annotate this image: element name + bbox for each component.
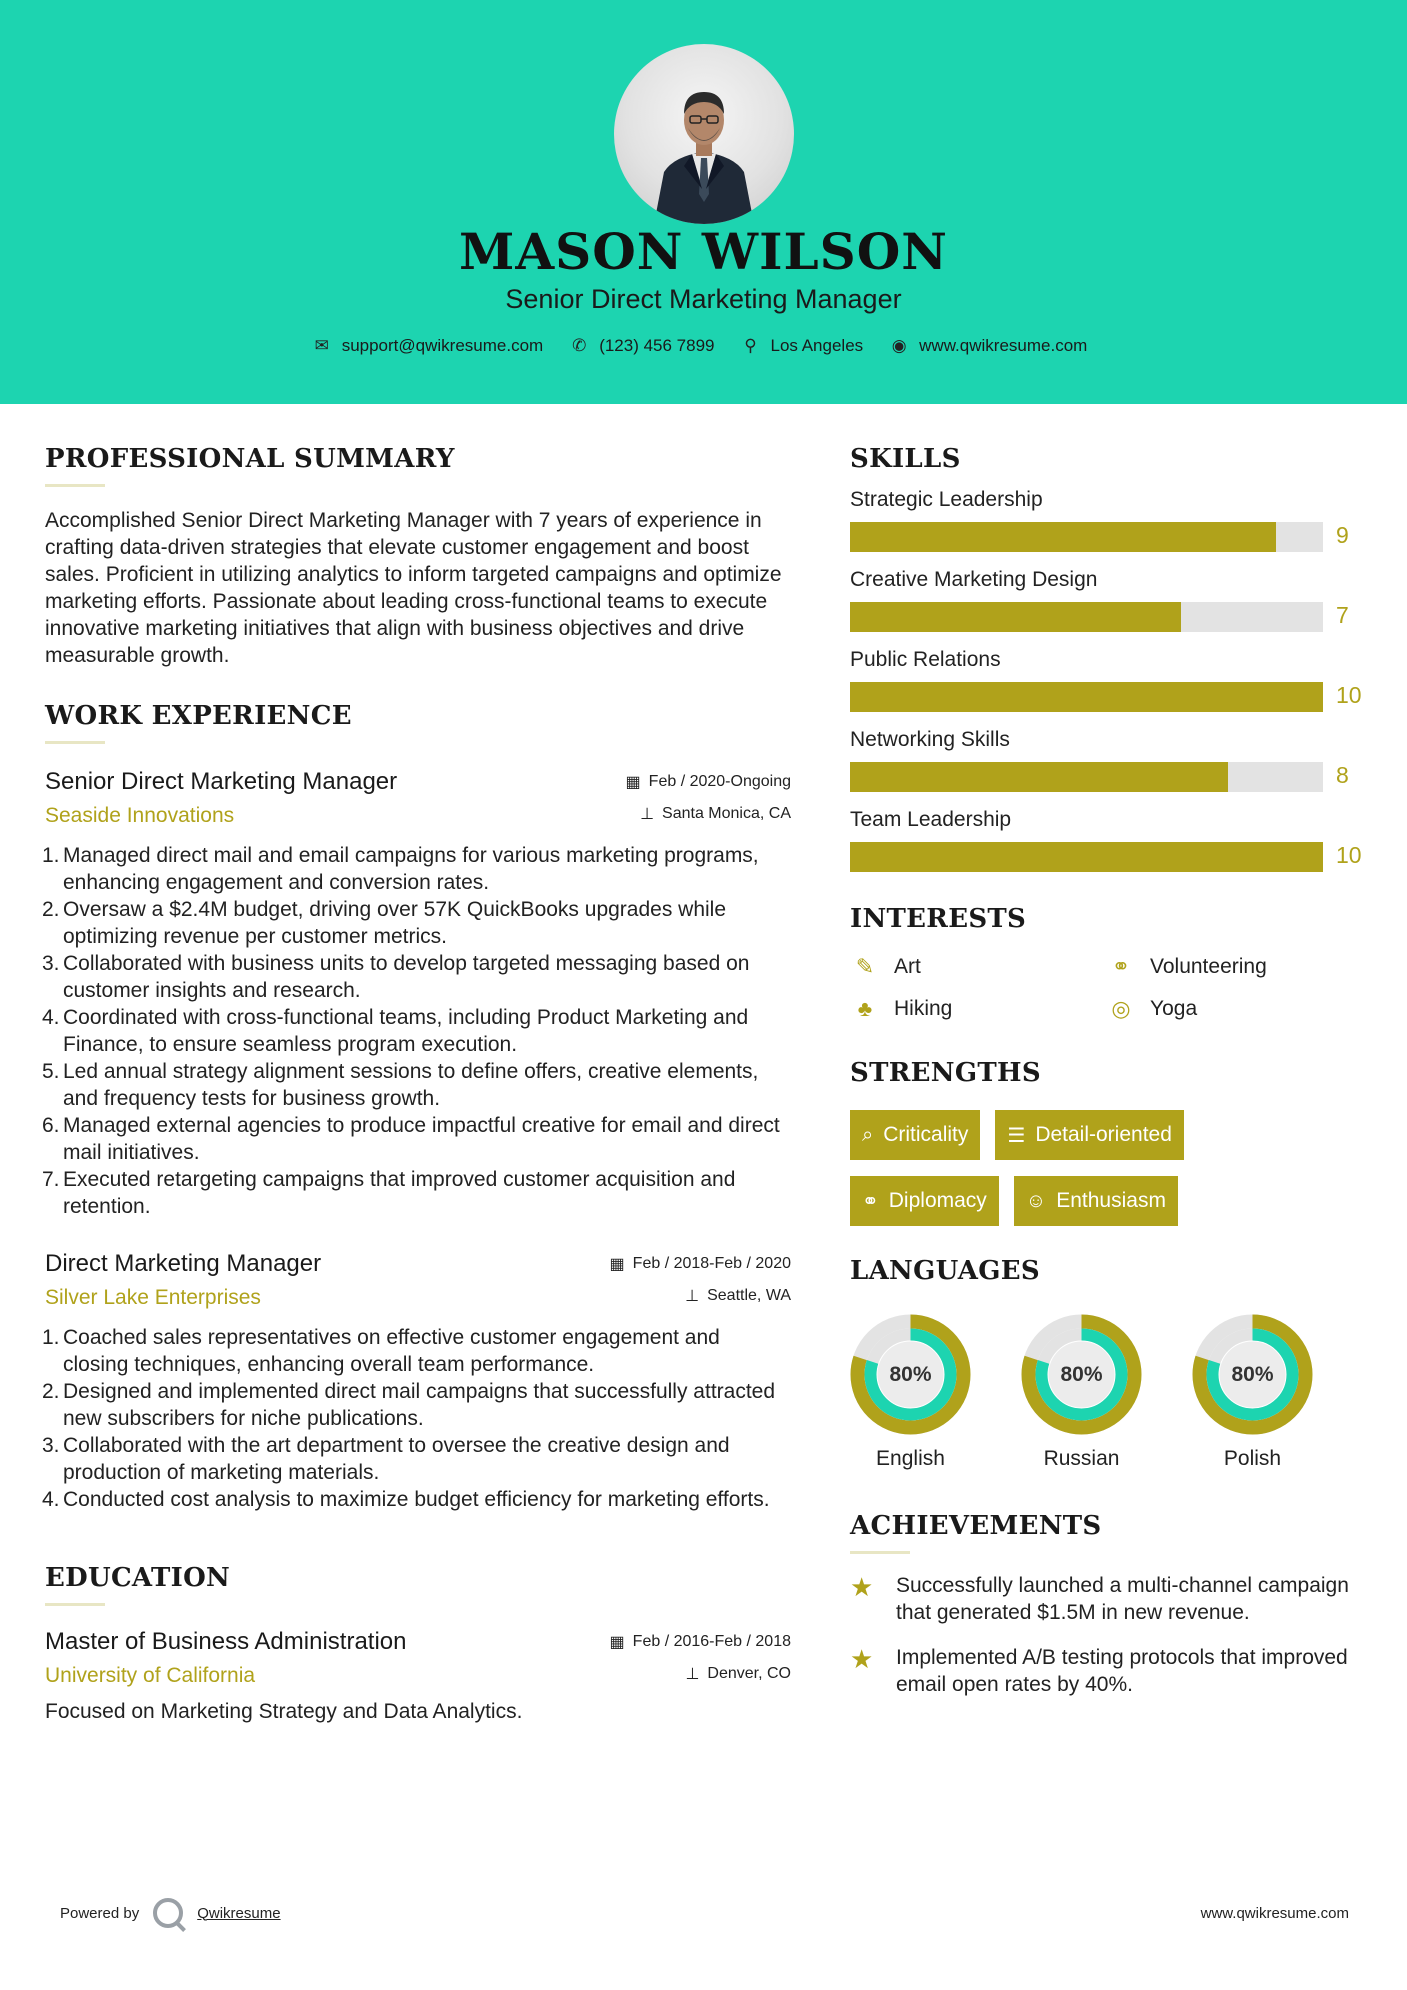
handshake-icon: ⚭ — [862, 1190, 879, 1213]
summary-text: Accomplished Senior Direct Marketing Manager with 7 years of experience in crafting data-driven strategies that elevate customer engagement and boost sales. Proficient in utilizing analytics to inform targeted campaigns and optimize marketing efforts. Passionate about leading cross-functional teams to execute innovative marketing initiatives that align with business objectives and drive measurable growth. — [45, 509, 782, 667]
list-icon: ☰ — [1007, 1124, 1026, 1147]
skill-track — [850, 762, 1323, 792]
skill-fill — [850, 522, 1276, 552]
list-item: 7. Executed retargeting campaigns that improved customer acquisition and retention. — [42, 1168, 736, 1218]
candidate-name: MASON WILSON — [459, 222, 948, 281]
candidate-role: Senior Direct Marketing Manager — [505, 284, 902, 314]
achievement-text: Implemented A/B testing protocols that improved email open rates by 40%. — [896, 1646, 1348, 1696]
interest-label: Art — [894, 955, 921, 978]
job-date — [610, 1254, 791, 1274]
profile-photo — [614, 44, 794, 224]
skills-list — [850, 488, 1362, 874]
section-title: WORK EXPERIENCE — [45, 701, 352, 731]
education-location — [685, 1664, 791, 1684]
qwikresume-logo-icon — [153, 1898, 183, 1928]
job-header — [45, 1250, 791, 1312]
strength-label: Detail-oriented — [1035, 1123, 1172, 1146]
skill-fill — [850, 682, 1323, 712]
contact-email[interactable] — [312, 336, 544, 356]
right-column — [850, 444, 1362, 1698]
lifebuoy-icon: ◎ — [1111, 996, 1131, 1021]
skill-score: 10 — [1336, 682, 1362, 708]
language-item — [1021, 1314, 1142, 1471]
tree-icon: ♣ — [857, 996, 873, 1021]
languages-section — [850, 1256, 1362, 1471]
location-text: Los Angeles — [770, 336, 864, 355]
language-item — [1192, 1314, 1313, 1471]
star-icon: ★ — [850, 1644, 874, 1674]
skill-item — [850, 728, 1362, 794]
section-title: PROFESSIONAL SUMMARY — [45, 444, 455, 474]
education-header — [45, 1628, 791, 1690]
star-icon: ★ — [850, 1572, 874, 1602]
list-item: 1. Managed direct mail and email campaigns for various marketing programs, enhancing engagement and conversion rates. — [42, 844, 759, 894]
envelope-icon: ✉ — [314, 336, 329, 355]
job-location — [685, 1286, 791, 1306]
skill-item — [850, 648, 1362, 714]
interests-grid — [850, 954, 1362, 1022]
strength-label: Criticality — [883, 1123, 969, 1146]
strengths-section — [850, 1058, 1362, 1226]
achievement-item — [850, 1572, 1362, 1626]
calendar-icon: ▦ — [609, 1256, 625, 1273]
education-description: Focused on Marketing Strategy and Data Analytics. — [45, 1700, 523, 1723]
skill-track — [850, 602, 1323, 632]
work-section — [42, 701, 791, 1513]
language-name: Polish — [1223, 1447, 1282, 1470]
section-divider — [45, 1603, 105, 1606]
smile-icon: ☺ — [1025, 1189, 1047, 1212]
list-item: 4. Coordinated with cross-functional teams, including Product Marketing and Finance, to ensure seamless program execution. — [42, 1006, 749, 1056]
skills-section — [850, 444, 1362, 874]
interest-label: Volunteering — [1150, 955, 1267, 978]
job-company: Silver Lake Enterprises — [45, 1286, 261, 1309]
contact-phone[interactable] — [569, 336, 714, 356]
contact-bar — [0, 336, 1407, 356]
skill-fill — [850, 842, 1323, 872]
job-entry — [42, 768, 791, 1220]
list-item: 3. Collaborated with business units to develop targeted messaging based on customer insights and research. — [42, 952, 750, 1002]
job-title: Senior Direct Marketing Manager — [45, 768, 398, 795]
strength-badge — [1014, 1176, 1178, 1226]
interest-label: Hiking — [894, 997, 953, 1020]
map-pin-icon: ⚲ — [744, 336, 757, 355]
language-name: English — [876, 1447, 945, 1470]
website-text: www.qwikresume.com — [919, 336, 1088, 355]
skill-item — [850, 488, 1362, 554]
language-percent: 80% — [889, 1362, 932, 1386]
section-title: ACHIEVEMENTS — [850, 1511, 1102, 1541]
list-item: 3. Collaborated with the art department to oversee the creative design and production of marketing materials. — [42, 1434, 730, 1484]
degree-title: Master of Business Administration — [45, 1628, 407, 1655]
section-title: SKILLS — [850, 444, 961, 474]
language-name: Russian — [1043, 1447, 1120, 1470]
skill-label: Networking Skills — [850, 728, 1010, 751]
skill-bar — [850, 842, 1362, 874]
section-title: LANGUAGES — [850, 1256, 1040, 1286]
interest-label: Yoga — [1150, 997, 1198, 1020]
language-percent: 80% — [1060, 1362, 1103, 1386]
job-bullets — [42, 842, 791, 1220]
skill-fill — [850, 762, 1228, 792]
list-item: 2. Oversaw a $2.4M budget, driving over 57K QuickBooks upgrades while optimizing revenue per customer metrics. — [42, 898, 727, 948]
globe-icon: ◉ — [891, 336, 907, 355]
achievement-text: Successfully launched a multi-channel campaign that generated $1.5M in new revenue. — [896, 1574, 1349, 1624]
strength-badge — [850, 1176, 999, 1226]
section-divider — [45, 741, 105, 744]
job-location — [640, 804, 791, 824]
skill-label: Strategic Leadership — [850, 488, 1043, 511]
job-company: Seaside Innovations — [45, 804, 235, 827]
skill-item — [850, 808, 1362, 874]
skill-score: 7 — [1336, 602, 1349, 628]
skill-label: Creative Marketing Design — [850, 568, 1098, 591]
education-location-text: Denver, CO — [707, 1665, 791, 1682]
powered-by-text: Powered by — [60, 1904, 140, 1922]
interest-item — [850, 996, 1106, 1022]
paintbrush-icon: ✎ — [855, 954, 875, 979]
pushpin-icon: ⊥ — [640, 806, 655, 823]
skill-score: 8 — [1336, 762, 1349, 788]
skill-label: Public Relations — [850, 648, 1001, 671]
strength-badge — [850, 1110, 980, 1160]
job-title: Direct Marketing Manager — [45, 1250, 322, 1277]
job-date-text: Feb / 2020-Ongoing — [648, 773, 791, 790]
calendar-icon: ▦ — [625, 774, 641, 791]
pushpin-icon: ⊥ — [685, 1666, 700, 1683]
languages-list — [850, 1314, 1362, 1471]
contact-website[interactable] — [889, 336, 1087, 356]
email-text: support@qwikresume.com — [341, 336, 544, 355]
strengths-list — [850, 1110, 1270, 1226]
skill-label: Team Leadership — [850, 808, 1012, 831]
achievements-section — [850, 1511, 1362, 1698]
skill-track — [850, 522, 1323, 552]
calendar-icon: ▦ — [609, 1634, 625, 1651]
education-date — [610, 1632, 791, 1652]
list-item: 5. Led annual strategy alignment sessions to define offers, creative elements, and frequency tests for business growth. — [42, 1060, 759, 1110]
interest-item — [850, 954, 1106, 980]
language-donut — [1192, 1314, 1313, 1435]
search-icon: ⌕ — [862, 1123, 874, 1146]
left-column — [42, 444, 791, 1724]
pushpin-icon: ⊥ — [685, 1288, 700, 1305]
section-title: STRENGTHS — [850, 1058, 1041, 1088]
skill-score: 9 — [1336, 522, 1349, 548]
job-header — [45, 768, 791, 830]
job-entry — [42, 1250, 791, 1513]
phone-icon: ✆ — [572, 336, 587, 355]
section-divider — [45, 484, 105, 487]
handshake-icon: ⚭ — [1111, 954, 1131, 979]
interest-item — [1106, 954, 1362, 980]
list-item: 4. Conducted cost analysis to maximize budget efficiency for marketing efforts. — [42, 1488, 770, 1511]
language-donut — [850, 1314, 971, 1435]
summary-section — [45, 444, 791, 669]
job-bullets — [42, 1324, 791, 1513]
footer-branding — [60, 1898, 281, 1928]
education-section — [45, 1563, 791, 1724]
header-banner — [0, 0, 1407, 404]
skill-fill — [850, 602, 1181, 632]
skill-track — [850, 842, 1323, 872]
strength-label: Enthusiasm — [1056, 1189, 1166, 1212]
skill-item — [850, 568, 1362, 634]
job-date-text: Feb / 2018-Feb / 2020 — [632, 1255, 791, 1272]
person-portrait-icon — [614, 44, 794, 224]
skill-bar — [850, 762, 1362, 794]
job-location-text: Santa Monica, CA — [662, 805, 791, 822]
interests-section — [850, 904, 1362, 1022]
interest-item — [1106, 996, 1362, 1022]
school-name: University of California — [45, 1664, 256, 1687]
skill-score: 10 — [1336, 842, 1362, 868]
list-item: 1. Coached sales representatives on effective customer engagement and closing techniques, enhancing overall team performance. — [42, 1326, 720, 1376]
language-donut — [1021, 1314, 1142, 1435]
section-divider — [850, 1551, 910, 1554]
skill-bar — [850, 602, 1362, 634]
education-date-text: Feb / 2016-Feb / 2018 — [632, 1633, 791, 1650]
strength-badge — [995, 1110, 1184, 1160]
footer-website[interactable]: www.qwikresume.com — [1200, 1905, 1349, 1922]
strength-label: Diplomacy — [888, 1189, 987, 1212]
language-item — [850, 1314, 971, 1471]
job-location-text: Seattle, WA — [707, 1287, 791, 1304]
job-date — [626, 772, 791, 792]
phone-text: (123) 456 7899 — [599, 336, 715, 355]
section-title: EDUCATION — [45, 1563, 231, 1593]
skill-bar — [850, 522, 1362, 554]
achievement-item — [850, 1644, 1362, 1698]
list-item: 6. Managed external agencies to produce impactful creative for email and direct mail initiatives. — [42, 1114, 780, 1164]
language-percent: 80% — [1231, 1362, 1274, 1386]
section-title: INTERESTS — [850, 904, 1027, 934]
skill-bar — [850, 682, 1362, 714]
skill-track — [850, 682, 1323, 712]
contact-location — [741, 336, 864, 356]
list-item: 2. Designed and implemented direct mail campaigns that successfully attracted new subscribers for niche publications. — [42, 1380, 776, 1430]
brand-link[interactable]: Qwikresume — [197, 1904, 281, 1922]
